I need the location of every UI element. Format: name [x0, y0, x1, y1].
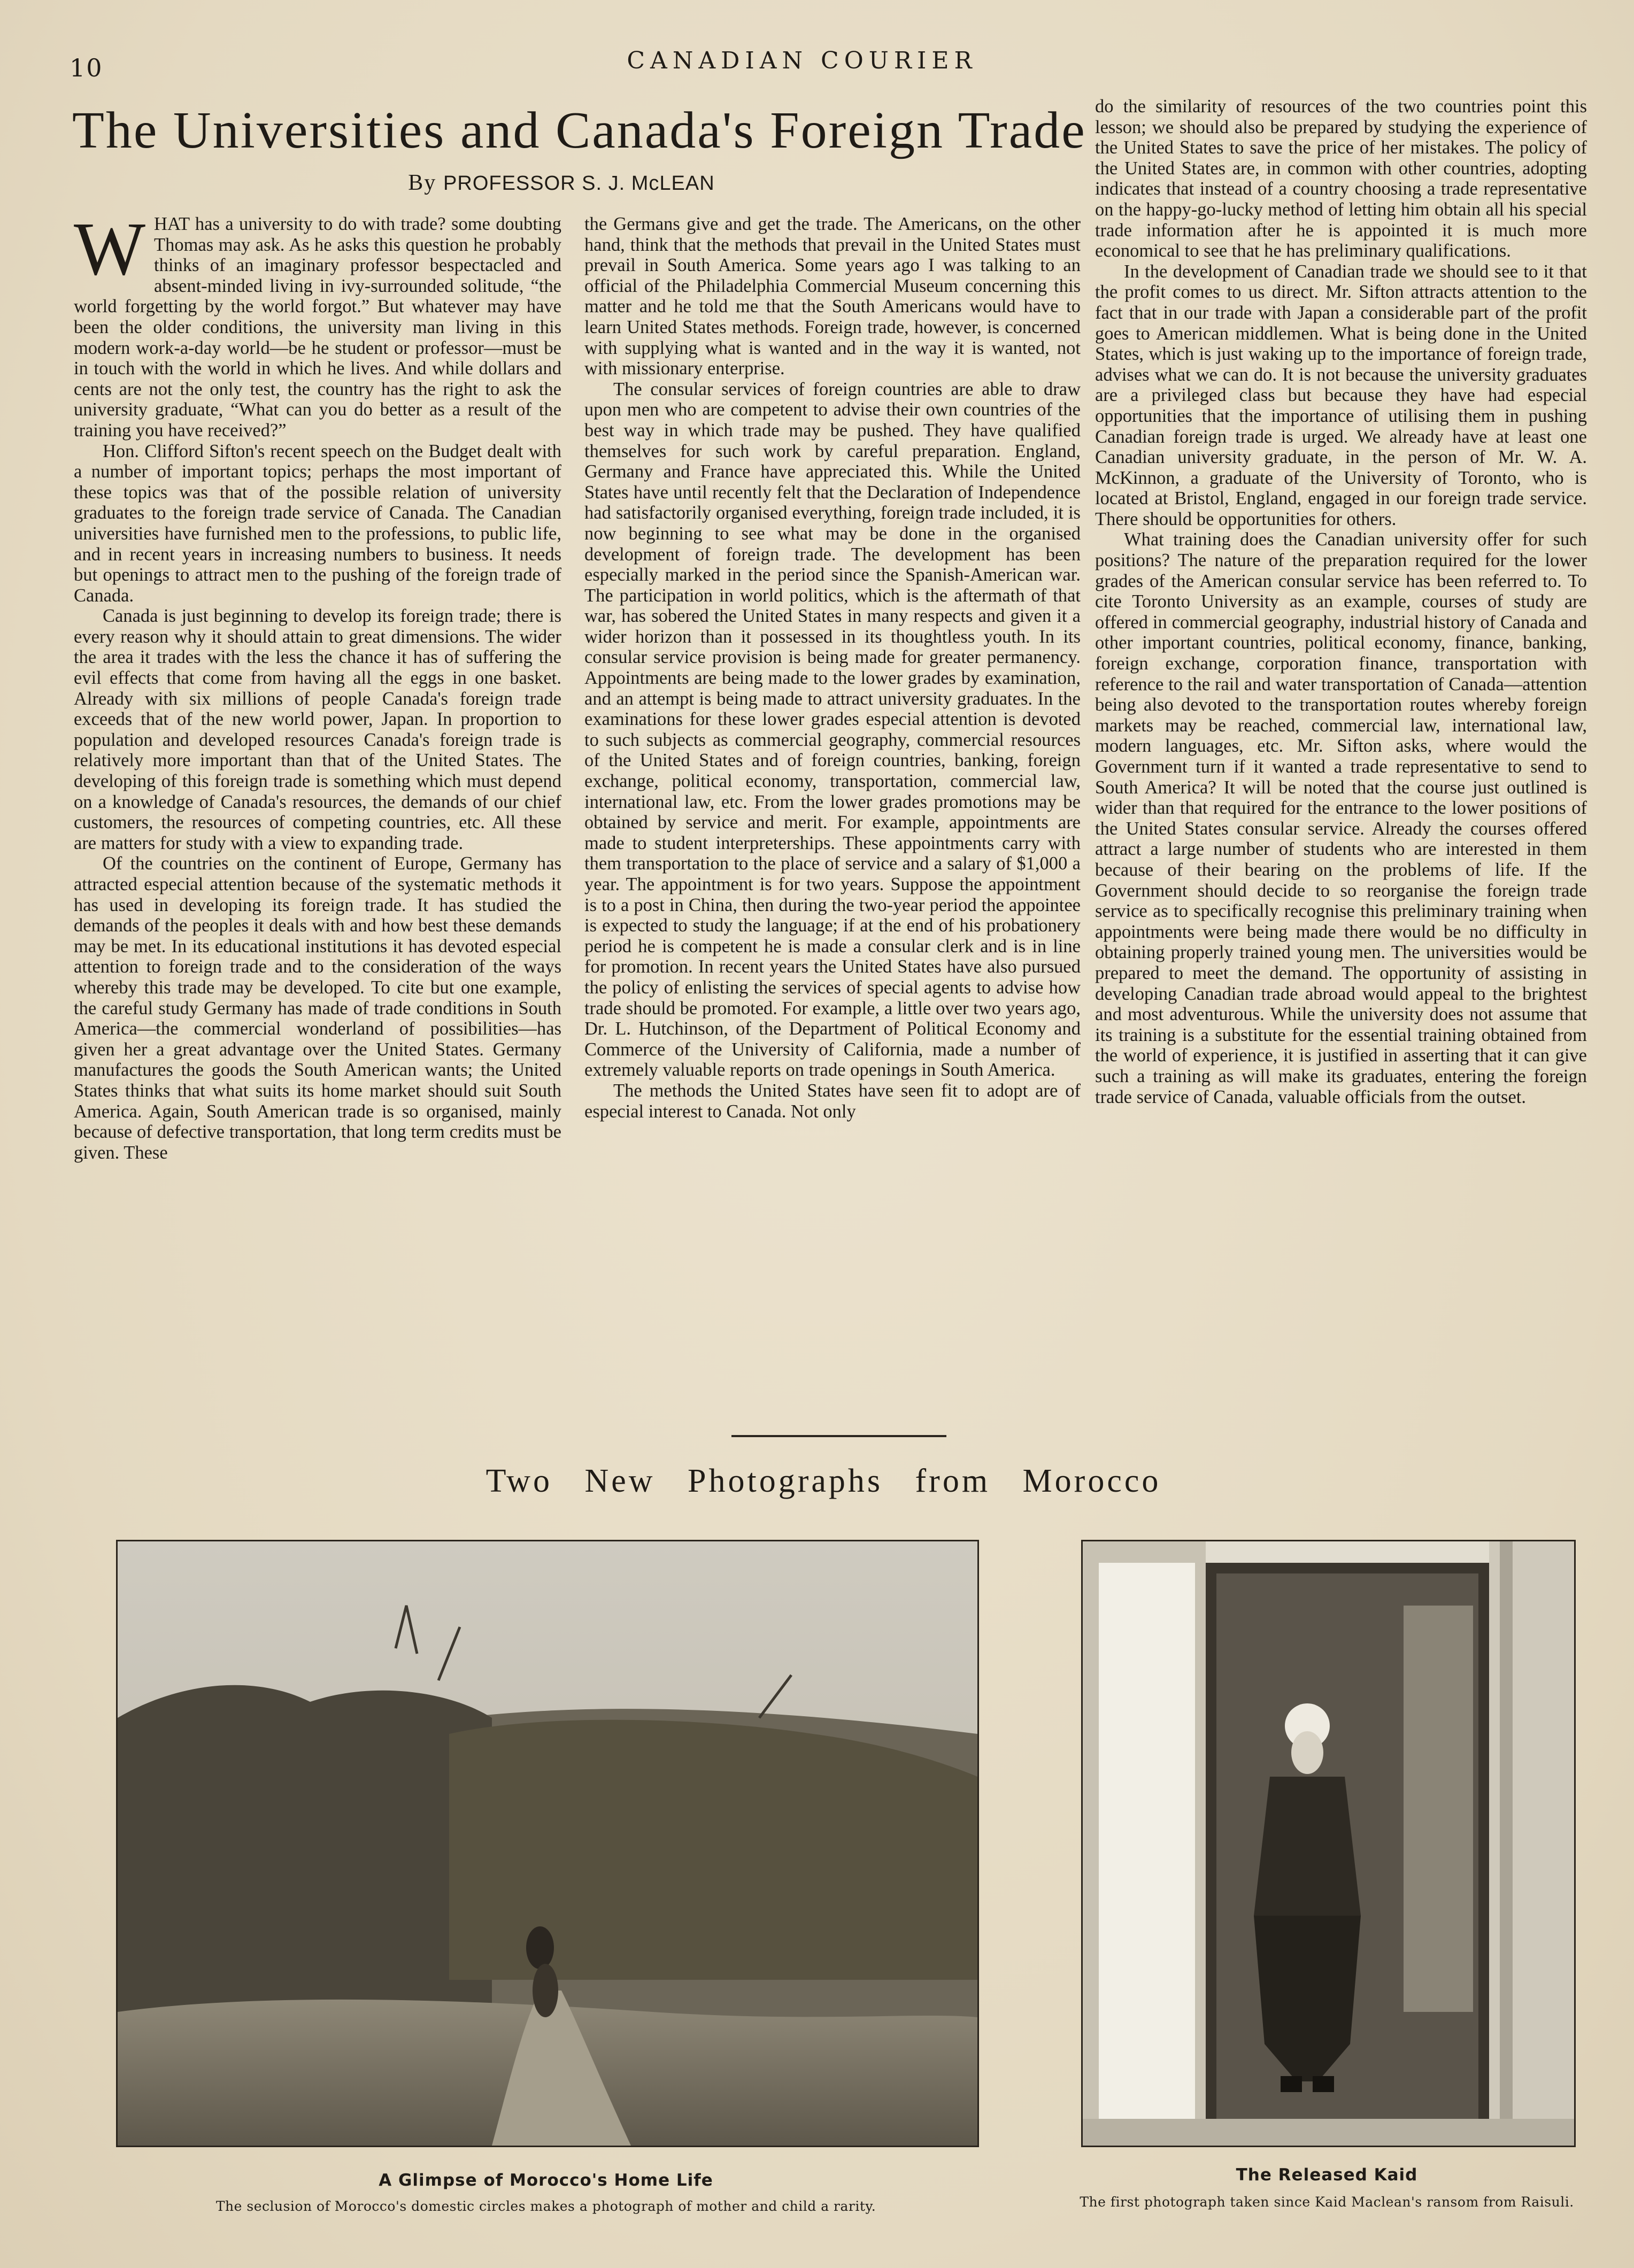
photo1-caption-text: The seclusion of Morocco's domestic circles makes a photograph of mother and child a rarity. — [215, 2198, 876, 2214]
article-paragraph: The consular services of foreign countries are able to draw upon men who are competent to advise their own countries of the best way in which trade may be pushed. They have qualified themselves for such work by careful preparation. England, Germany and France have appreciated this. While the United States have until recently felt that the Declaration of Independence had satisfactorily organised everything, foreign trade included, it is now beginning to see what may be done in the organised development of foreign trade. The development has been especially marked in the period since the Spanish-American war. The participation in world politics, which is the aftermath of that war, has sobered the United States in many respects and given it a wider horizon than it possessed in its thoughtless youth. In its consular service provision is being made for greater permanency. Appointments are being made to the lower grades by examination, and an attempt is being made to attract university graduates. In the examinations for these lower grades especial attention is devoted to such subjects as commercial geography, commercial resources of the United States and of foreign countries, banking, foreign exchange, political economy, transportation, commercial law, international law, etc. From the lower grades promotions may be obtained by service and merit. For example, appointments are made to student interpreterships. These appointments carry with them transportation to the place of service and a salary of $1,000 a year. The appointment is for two years. Suppose the appointment is to a post in China, then during the two-year period the appointee is expected to study the language; if at the end of his probationery period he is competent he is made a consular clerk and is in line for promotion. In recent years the United States have also pursued the policy of enlisting the services of special agents to advise how trade should be promoted. For example, a little over two years ago, Dr. L. Hutchinson, of the Department of Political Economy and Commerce of the University of California, made a number of extremely valuable reports on trade openings in South America. — [584, 379, 1081, 1081]
article-headline: The Universities and Canada's Foreign Trade — [72, 102, 1086, 159]
article-paragraph: Canada is just beginning to develop its foreign trade; there is every reason why it should attain to great dimensions. The wider the area it trades with the less the chance it has of suffering the evil effects that come from having all the eggs in one basket. Already with six millions of people Canada's foreign trade exceeds that of the new world power, Japan. In proportion to population and developed resources Canada's foreign trade is relatively more important than that of the United States. The developing of this foreign trade is something which must depend on a knowledge of Canada's resources, the demands of our chief customers, the resources of competing countries, etc. All these are matters for study with a view to expanding trade. — [74, 606, 561, 853]
released-kaid-photo — [1081, 1540, 1576, 2147]
article-paragraph: do the similarity of resources of the two countries point this lesson; we should also be prepared by studying the experience of the United States to save the price of her mistakes. The policy of the United States are, in common with other countries, adopting indicates that instead of a country choosing a trade representative on the happy-go-lucky method of letting him obtain all his special trade information after he is appointed it is much more economical to see that he has preliminary qualifications. — [1095, 96, 1587, 261]
article-paragraph: Hon. Clifford Sifton's recent speech on the Budget dealt with a number of important topics; perhaps the most important of these topics was that of the possible relation of university graduates to the foreign trade service of Canada. The Canadian universities have furnished men to the professions, to public life, and in recent years in increasing numbers to business. It needs but openings to attract men to the pushing of the foreign trade of Canada. — [74, 441, 561, 606]
paragraph-text: HAT has a university to do with trade? some doubting Thomas may ask. As he asks this question he probably thinks of an imaginary professor bespectacled and absent-minded living in ivy-surrounded solitude, “the world forgetting by the world forgot.” But whatever may have been the older conditions, the university man living in this modern work-a-day world—be he student or professor—must be in touch with the world in which he lives. And while dollars and cents are not the only test, the country has the right to ask the university graduate, “What can you do better as a result of the training you have received?” — [74, 214, 561, 441]
byline-prefix: By — [408, 171, 437, 195]
photo-illustration — [1083, 1541, 1574, 2146]
page-number: 10 — [70, 53, 103, 82]
photo-illustration — [118, 1541, 977, 2146]
article-paragraph: The methods the United States have seen fit to adopt are of especial interest to Canada. Not only — [584, 1080, 1081, 1122]
drop-cap: W — [74, 214, 146, 291]
photo1-caption-title: A Glimpse of Morocco's Home Life — [379, 2171, 713, 2190]
byline — [321, 170, 802, 196]
article-paragraph: In the development of Canadian trade we should see to it that the profit comes to us direct. Mr. Sifton attracts attention to the fact that in our trade with Japan a considerable part of the profit goes to American middlemen. What is being done in the United States, which is just waking up to the importance of foreign trade, advises what we can do. It is not because the university graduates are a privileged class but because they have had especial opportunities that the importance of utilising them in pushing Canadian foreign trade is urged. We already have at least one Canadian university graduate, in the person of Mr. W. A. McKinnon, a graduate of the University of Toronto, who is located at Bristol, England, engaged in our foreign trade service. There should be opportunities for others. — [1095, 261, 1587, 529]
section-divider — [731, 1435, 946, 1437]
photo2-caption-title: The Released Kaid — [1236, 2165, 1418, 2185]
article-paragraph: What training does the Canadian university offer for such positions? The nature of the preparation required for the lower grades of the American consular service has been referred to. To cite Toronto University as an example, courses of study are offered in commercial geography, industrial history of Canada and other important countries, political economy, finance, banking, foreign exchange, corporation finance, transportation with reference to the rail and water transportation of Canada—attention being also devoted to the transportation routes whereby foreign markets may be reached, commercial law, international law, modern languages, etc. Mr. Sifton asks, where would the Government turn if it wanted a trade representative to send to South America? It will be noted that the course just outlined is wider than that required for the entrance to the lower positions of the United States consular service. Already the courses offered attract a large number of students who are interested in them because of their bearing on the problems of life. If the Government should decide to so reorganise the foreign trade service as to specifically recognise this preliminary training when appointments were being made there would be no difficulty in obtaining properly trained young men. The universities would be prepared to meet the demand. The opportunity of assisting in developing Canadian trade abroad would appeal to the brightest and most adventurous. While the university does not assume that its training is a substitute for the essential training obtained from the world of experience, it is justified in asserting that it can give such a training as will make its graduates, entering the foreign trade service of Canada, valuable officials from the outset. — [1095, 529, 1587, 1107]
article-paragraph: the Germans give and get the trade. The Americans, on the other hand, think that the methods that prevail in the United States must prevail in South America. Some years ago I was talking to an official of the Philadelphia Commercial Museum concerning this matter and he told me that the South Americans would have to learn United States methods. Foreign trade, however, is concerned with supplying what is wanted and in the way it is wanted, not with missionary enterprise. — [584, 214, 1081, 379]
photo2-caption-text: The first photograph taken since Kaid Maclean's ransom from Raisuli. — [1080, 2194, 1574, 2210]
photo-section-title: Two New Photographs from Morocco — [485, 1463, 1161, 1499]
article-column-1 — [74, 214, 561, 1413]
morocco-home-life-photo — [116, 1540, 979, 2147]
article-paragraph — [74, 214, 561, 441]
article-column-3 — [1095, 96, 1587, 1413]
byline-author: PROFESSOR S. J. McLEAN — [443, 172, 715, 195]
article-column-2 — [584, 214, 1081, 1413]
article-paragraph: Of the countries on the continent of Europe, Germany has attracted especial attention because of the systematic methods it has used in developing its foreign trade. It has studied the demands of the peoples it deals with and how best these demands may be met. In its educational institutions it has devoted especial attention to foreign trade and to the consideration of the ways whereby this trade may be developed. To cite but one example, the careful study Germany has made of trade conditions in South America—the commercial wonderland of possibilities—has given her a great advantage over the United States. Germany manufactures the goods the South American wants; the United States thinks that what suits its home market should suit South America. Again, South American trade is so organised, mainly because of defective transportation, that long term credits must be given. These — [74, 853, 561, 1163]
masthead: CANADIAN COURIER — [627, 47, 977, 74]
